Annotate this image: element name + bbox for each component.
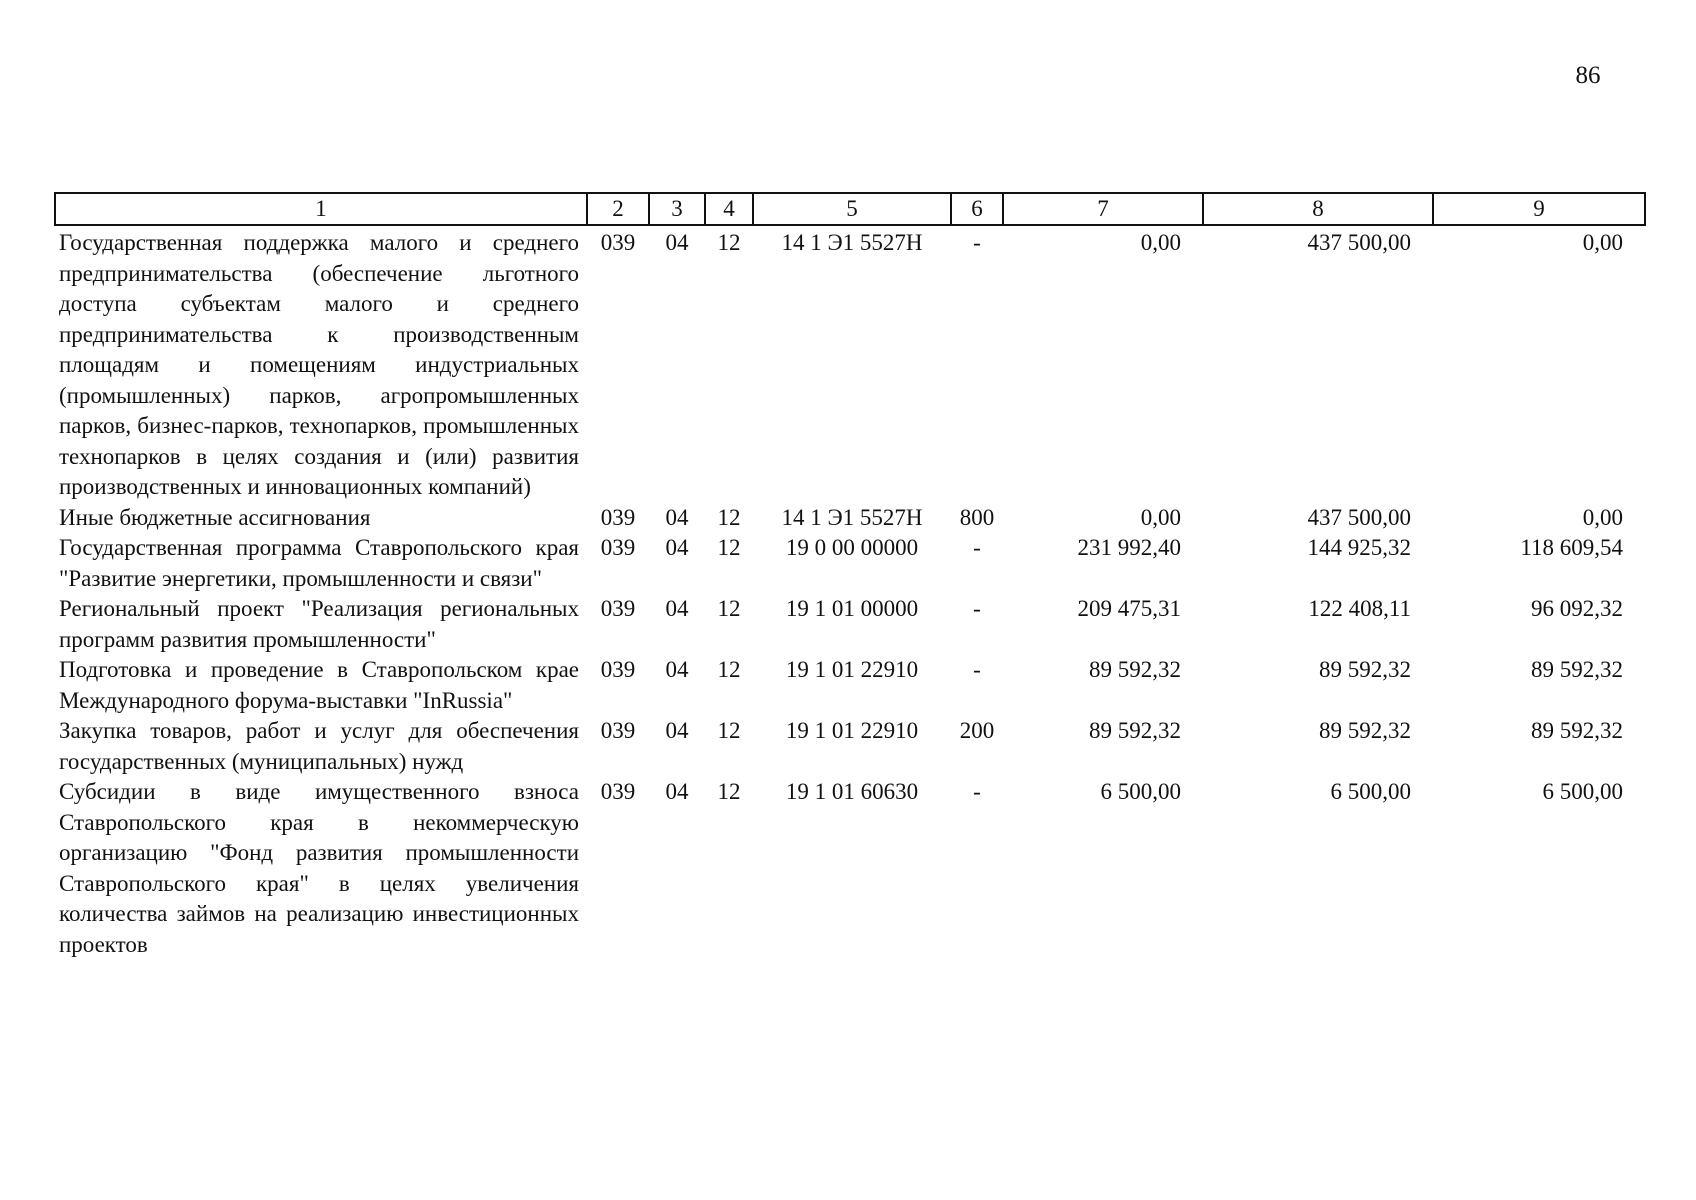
item-name: Иные бюджетные ассигнования bbox=[59, 504, 371, 530]
header-cell: 2 bbox=[587, 193, 649, 225]
header-cell: 1 bbox=[55, 193, 587, 225]
item-name: Подготовка и проведение в Ставропольском крае Международного форума-выставки "InRussia" bbox=[59, 657, 579, 713]
code-cell: 039 bbox=[600, 504, 636, 530]
amount-cell: 89 592,32 bbox=[1089, 718, 1181, 743]
amount-cell: 0,00 bbox=[1140, 230, 1181, 255]
item-name: Закупка товаров, работ и услуг для обеспечения государственных (муниципальных) нужд bbox=[59, 718, 579, 774]
amount-cell: 437 500,00 bbox=[1307, 230, 1411, 255]
code-cell: 04 bbox=[665, 596, 689, 621]
code-cell: 04 bbox=[665, 779, 689, 804]
amount-cell: 144 925,32 bbox=[1307, 535, 1411, 560]
amount-cell: 96 092,32 bbox=[1531, 596, 1623, 621]
code-cell: 039 bbox=[600, 779, 636, 804]
table-row bbox=[55, 594, 1645, 655]
code-cell: 12 bbox=[717, 657, 741, 682]
table-row bbox=[55, 655, 1645, 716]
code-cell: 14 1 Э1 5527Н bbox=[781, 230, 923, 255]
amount-cell: 6 500,00 bbox=[1330, 779, 1411, 804]
header-cell: 5 bbox=[753, 193, 951, 225]
header-cell: 6 bbox=[951, 193, 1003, 225]
code-cell: - bbox=[973, 657, 981, 682]
amount-cell: 89 592,32 bbox=[1319, 718, 1411, 743]
code-cell: 12 bbox=[717, 596, 741, 621]
amount-cell: 231 992,40 bbox=[1077, 535, 1181, 560]
code-cell: 039 bbox=[600, 596, 636, 621]
code-cell: 19 1 01 60630 bbox=[785, 779, 919, 804]
code-cell: 039 bbox=[600, 535, 636, 560]
amount-cell: 0,00 bbox=[1140, 504, 1181, 530]
item-name: Субсидии в виде имущественного взноса Ставропольского края в некоммерческую организацию "Фонд развития промышленности Ставропольского края" в целях увеличения количества займов на реализацию инвестиционных проектов bbox=[59, 779, 579, 957]
table-row bbox=[55, 777, 1645, 960]
code-cell: 19 0 00 00000 bbox=[785, 535, 919, 560]
amount-cell: 437 500,00 bbox=[1307, 504, 1411, 530]
table-row bbox=[55, 503, 1645, 534]
amount-cell: 0,00 bbox=[1582, 504, 1623, 530]
code-cell: 14 1 Э1 5527Н bbox=[781, 504, 923, 530]
amount-cell: 209 475,31 bbox=[1077, 596, 1181, 621]
header-cell: 8 bbox=[1203, 193, 1433, 225]
code-cell: 800 bbox=[959, 504, 995, 530]
code-cell: 04 bbox=[665, 504, 689, 530]
code-cell: - bbox=[973, 596, 981, 621]
code-cell: 12 bbox=[717, 779, 741, 804]
code-cell: 19 1 01 22910 bbox=[785, 657, 919, 682]
code-cell: 039 bbox=[600, 657, 636, 682]
code-cell: 19 1 01 22910 bbox=[785, 718, 919, 743]
header-cell: 9 bbox=[1433, 193, 1645, 225]
code-cell: - bbox=[973, 230, 981, 255]
code-cell: - bbox=[973, 779, 981, 804]
code-cell: 04 bbox=[665, 230, 689, 255]
header-row bbox=[55, 193, 1645, 225]
code-cell: 04 bbox=[665, 535, 689, 560]
header-cell: 3 bbox=[649, 193, 705, 225]
code-cell: 12 bbox=[717, 230, 741, 255]
code-cell: 04 bbox=[665, 718, 689, 743]
amount-cell: 118 609,54 bbox=[1520, 535, 1623, 560]
header-cell: 4 bbox=[705, 193, 753, 225]
amount-cell: 0,00 bbox=[1582, 230, 1623, 255]
code-cell: 039 bbox=[600, 718, 636, 743]
code-cell: 12 bbox=[717, 504, 741, 530]
amount-cell: 89 592,32 bbox=[1089, 657, 1181, 682]
amount-cell: 6 500,00 bbox=[1542, 779, 1623, 804]
code-cell: 04 bbox=[665, 657, 689, 682]
page-number: 86 bbox=[1575, 62, 1601, 89]
amount-cell: 89 592,32 bbox=[1531, 718, 1623, 743]
code-cell: 039 bbox=[600, 230, 636, 255]
code-cell: 19 1 01 00000 bbox=[785, 596, 919, 621]
code-cell: - bbox=[973, 535, 981, 560]
table-row bbox=[55, 716, 1645, 777]
item-name: Региональный проект "Реализация региональных программ развития промышленности" bbox=[59, 596, 579, 652]
budget-table bbox=[54, 192, 1646, 960]
amount-cell: 89 592,32 bbox=[1531, 657, 1623, 682]
amount-cell: 89 592,32 bbox=[1319, 657, 1411, 682]
amount-cell: 6 500,00 bbox=[1100, 779, 1181, 804]
code-cell: 12 bbox=[717, 718, 741, 743]
table-row bbox=[55, 533, 1645, 594]
header-cell: 7 bbox=[1003, 193, 1203, 225]
item-name: Государственная программа Ставропольского края "Развитие энергетики, промышленности и связи" bbox=[59, 535, 579, 591]
item-name: Государственная поддержка малого и среднего предпринимательства (обеспечение льготного доступа субъектам малого и среднего предпринимательства к производственным площадям и помещениям индустриальных (промышленных) парков, агропромышленных парков, бизнес-парков, технопарков, промышленных технопарков в целях создания и (или) развития производственных и инновационных компаний) bbox=[59, 230, 579, 499]
amount-cell: 122 408,11 bbox=[1308, 596, 1411, 621]
table-row bbox=[55, 225, 1645, 503]
code-cell: 200 bbox=[959, 718, 995, 743]
code-cell: 12 bbox=[717, 535, 741, 560]
